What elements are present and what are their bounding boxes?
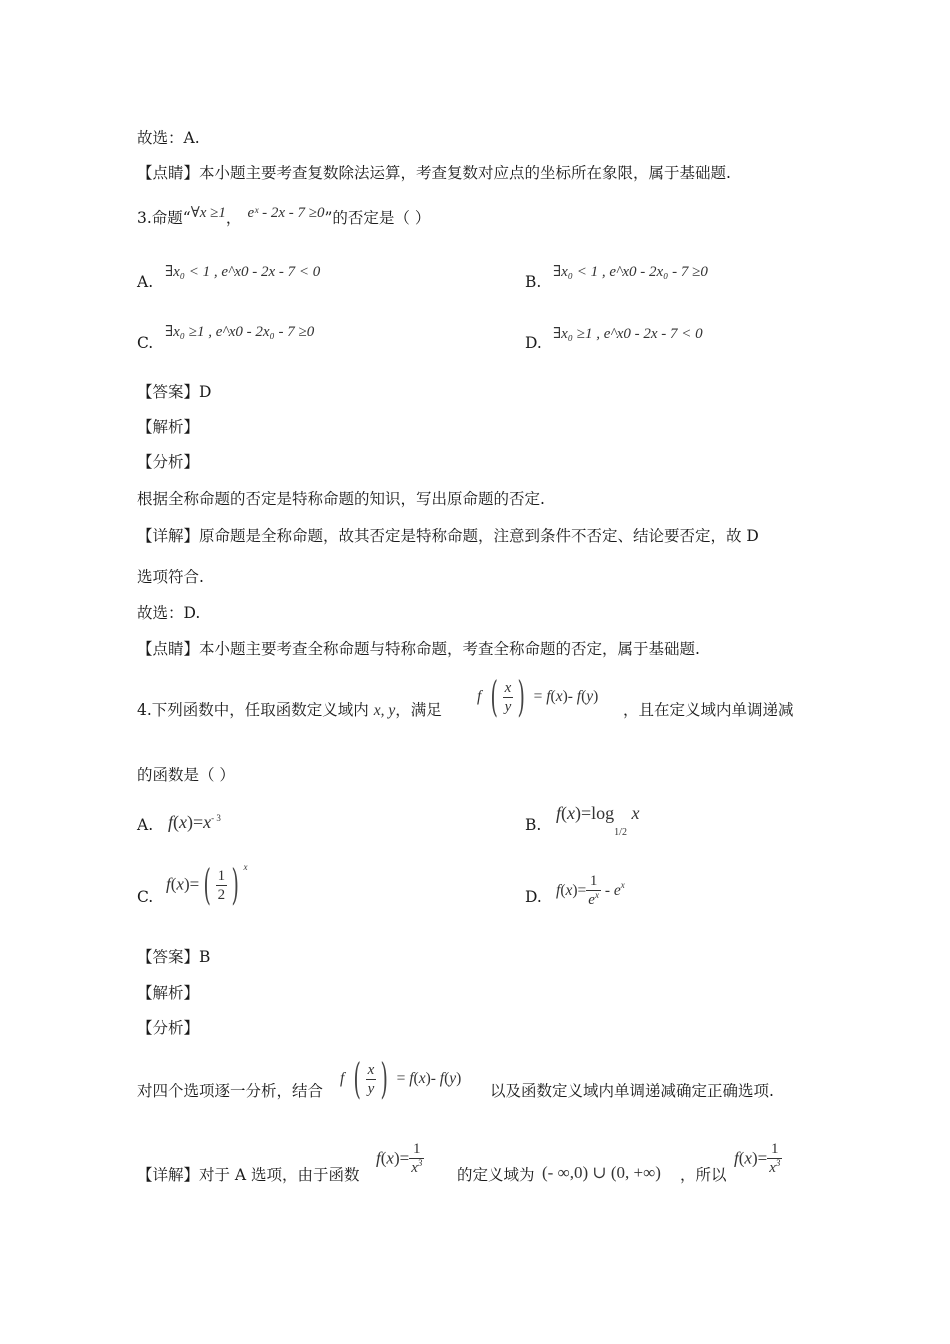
breakdown-4-equation: f ( $\frac{x}{y}$ ) = f(x)- f(y) bbox=[340, 1054, 462, 1103]
q3-comma: ， bbox=[225, 209, 242, 227]
question-4 bbox=[137, 700, 442, 721]
q4-option-a bbox=[137, 815, 153, 835]
q3-option-a bbox=[137, 272, 153, 292]
option-label: B. bbox=[525, 273, 542, 291]
detail-4 bbox=[137, 1165, 360, 1185]
q3-option-c bbox=[137, 333, 153, 353]
analysis-header-3: 【解析】 bbox=[137, 418, 200, 436]
q3-suffix: ”的否定是（ ） bbox=[324, 209, 431, 227]
breakdown-header-4: 【分析】 bbox=[137, 1019, 200, 1037]
answer-3: 【答案】D bbox=[137, 383, 212, 401]
q4-option-b-math: $f(x)=\log_{1/2}$ x bbox=[556, 803, 640, 838]
answer-4: 【答案】B bbox=[137, 948, 211, 966]
breakdown-text-4 bbox=[137, 1081, 323, 1101]
conclusion-line: 故选：A. bbox=[137, 129, 200, 147]
option-label: D. bbox=[525, 888, 542, 906]
option-label: A. bbox=[137, 273, 154, 291]
breakdown-header-3: 【分析】 bbox=[137, 453, 200, 471]
q3-inequality: eˣ - 2x - 7 ≥0 bbox=[247, 205, 325, 221]
detail-4-mid: 的定义域为 bbox=[457, 1166, 535, 1184]
q4-mid: ，满足 bbox=[395, 701, 442, 719]
detail-3-cont: 选项符合. bbox=[137, 568, 204, 586]
q3-prefix: 3.命题“ bbox=[137, 209, 191, 227]
detail-4-prefix: 【详解】对于 A 选项，由于函数 bbox=[137, 1166, 360, 1184]
q3-option-d-math: ∃x₀ ≥1 , e^x0 - 2x - 7 < 0 bbox=[553, 326, 703, 342]
q4-option-a-math: $f(x)=x^{- 3}$ bbox=[168, 812, 221, 832]
q4-option-b bbox=[525, 815, 541, 835]
option-label: D. bbox=[525, 334, 542, 352]
remark-tag: 【点睛】 bbox=[137, 164, 200, 182]
q4-prefix: 4.下列函数中，任取函数定义域内 bbox=[137, 701, 369, 719]
option-label: B. bbox=[525, 816, 542, 834]
q4-suffix: ，且在定义域内单调递减 bbox=[623, 701, 794, 719]
detail-3: 【详解】原命题是全称命题，故其否定是特称命题，注意到条件不否定、结论要否定，故 D bbox=[137, 527, 759, 545]
q3-option-c-math: ∃x₀ ≥1 , e^x0 - 2x₀ - 7 ≥0 bbox=[165, 324, 315, 340]
q4-option-d-math: f(x)= $\frac{1}{e^x}$ - $e^x$ bbox=[556, 873, 625, 908]
detail-4-domain: (- ∞,0) ∪ (0, +∞) bbox=[542, 1163, 661, 1182]
breakdown-text-3: 根据全称命题的否定是特称命题的知识，写出原命题的否定. bbox=[137, 490, 545, 508]
analysis-header-4: 【解析】 bbox=[137, 984, 200, 1002]
q3-option-b-math: ∃x₀ < 1 , e^x0 - 2x₀ - 7 ≥0 bbox=[553, 264, 708, 280]
q4-functional-equation: f ( $\frac{x}{y}$ ) = f(x)- f(y) bbox=[477, 672, 599, 721]
q4-option-c bbox=[137, 887, 153, 907]
q3-condition: ∀x ≥1 bbox=[190, 205, 226, 221]
option-label: C. bbox=[137, 334, 154, 352]
detail-4-function-2: f(x)= $\frac{1}{x^3}$ bbox=[734, 1141, 781, 1176]
q4-option-c-math: f(x)= ( $\frac{1}{2}$ ) $^x$ bbox=[166, 860, 248, 909]
q3-option-b bbox=[525, 272, 541, 292]
breakdown-4-suffix: 以及函数定义域内单调递减确定正确选项. bbox=[490, 1082, 774, 1100]
q4-option-d bbox=[525, 887, 542, 907]
detail-4-suffix: ，所以 bbox=[680, 1166, 727, 1184]
breakdown-prefix: 对四个选项逐一分析，结合 bbox=[137, 1082, 324, 1100]
q4-variables: x, y bbox=[373, 702, 396, 719]
detail-4-function: f(x)= $\frac{1}{x^3}$ bbox=[376, 1141, 423, 1176]
q3-option-d bbox=[525, 333, 542, 353]
q3-option-a-math: ∃x₀ < 1 , e^x0 - 2x - 7 < 0 bbox=[165, 264, 321, 280]
option-label: A. bbox=[137, 816, 154, 834]
option-label: C. bbox=[137, 888, 154, 906]
remark-3: 【点睛】本小题主要考查全称命题与特称命题，考查全称命题的否定，属于基础题. bbox=[137, 640, 700, 658]
q4-line2: 的函数是（ ） bbox=[137, 766, 235, 784]
remark-line bbox=[137, 163, 731, 183]
question-3 bbox=[137, 205, 431, 229]
remark-text: 本小题主要考查复数除法运算，考查复数对应点的坐标所在象限，属于基础题. bbox=[199, 164, 731, 182]
choice-3: 故选：D. bbox=[137, 604, 201, 622]
